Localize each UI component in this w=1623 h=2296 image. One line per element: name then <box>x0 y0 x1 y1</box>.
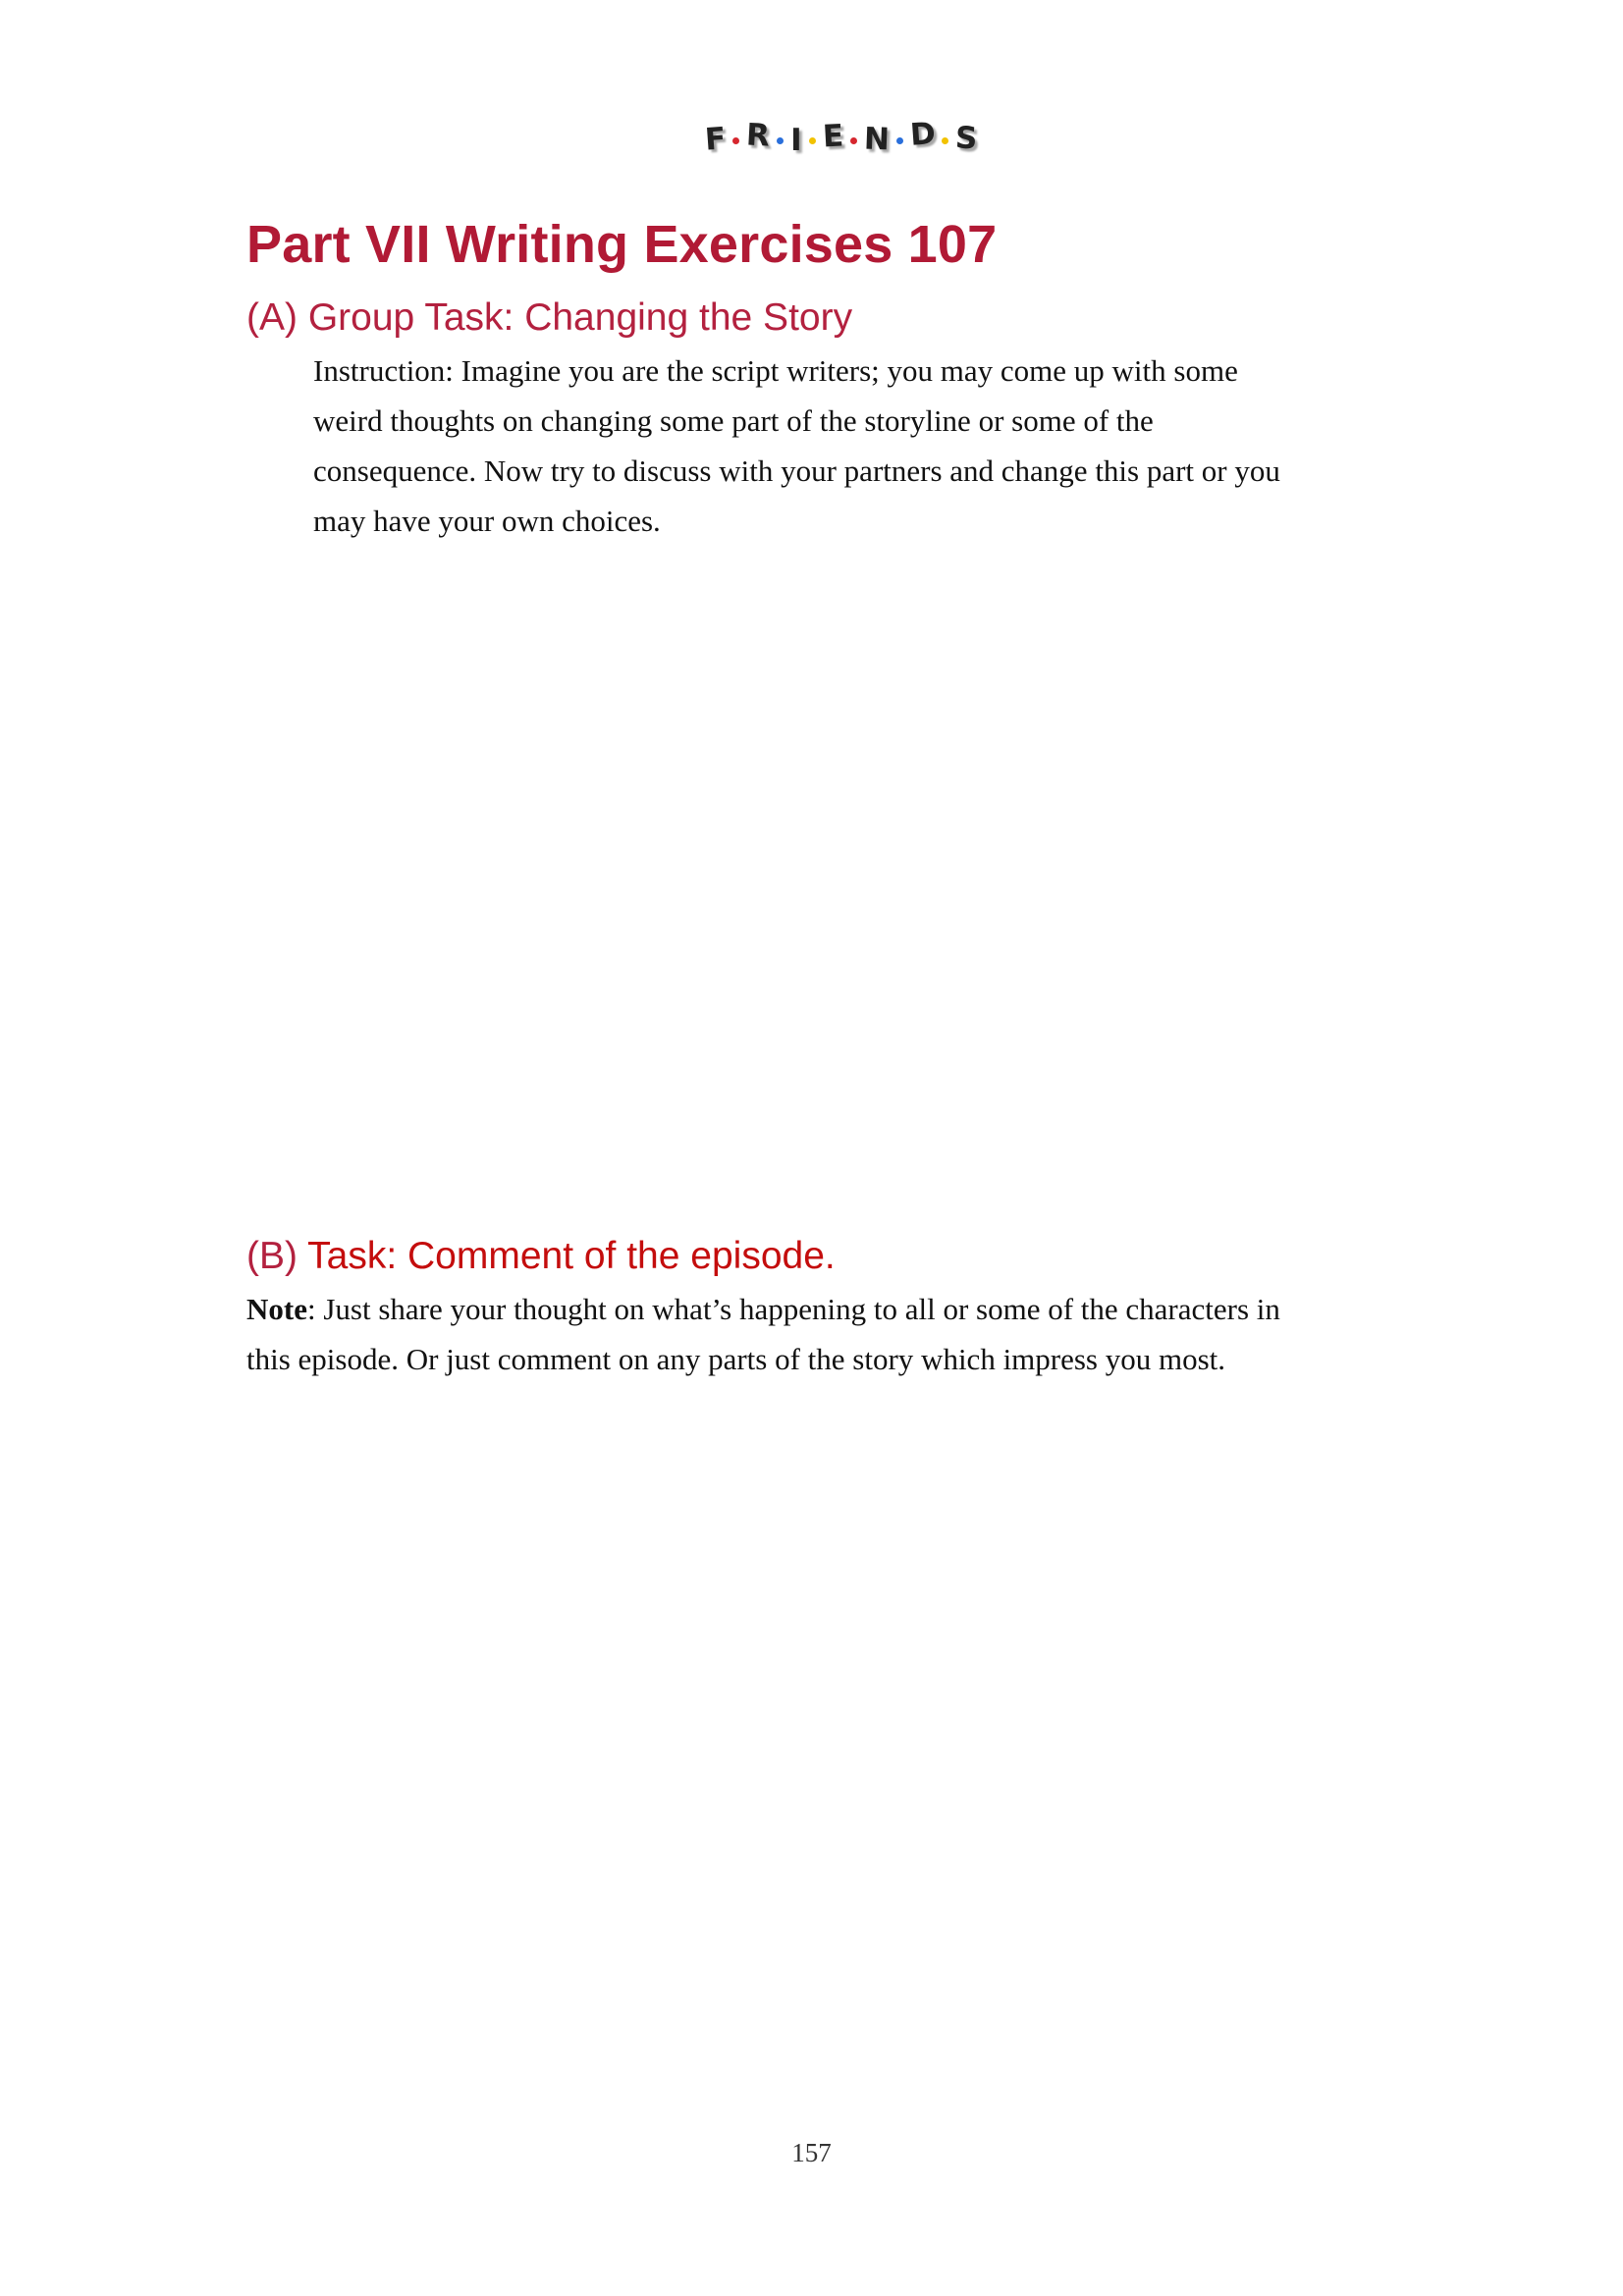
logo-letter: N <box>863 121 891 158</box>
logo-letter: R <box>745 117 771 154</box>
logo-dot <box>809 137 816 144</box>
friends-logo <box>705 110 978 165</box>
section-a-heading: (A) Group Task: Changing the Story <box>246 296 853 339</box>
logo-dot <box>777 137 784 144</box>
section-a-instruction <box>313 346 1393 546</box>
instruction-line: consequence. Now try to discuss with your partners and change this part or you <box>313 454 1280 488</box>
section-b-answer-space[interactable] <box>246 1394 1376 2101</box>
section-b-heading <box>246 1235 836 1278</box>
note-text: : Just share your thought on what’s happening to all or some of the characters in <box>306 1292 1280 1326</box>
logo-dot <box>850 137 857 144</box>
section-b-heading-prefix: (B) <box>246 1235 308 1277</box>
page-title: Part VII Writing Exercises 107 <box>246 215 998 274</box>
logo-dot <box>942 137 948 144</box>
logo-letter: D <box>908 116 937 153</box>
note-label: Note <box>246 1292 307 1326</box>
logo-letter: S <box>954 120 979 157</box>
logo-dot <box>896 137 903 144</box>
logo-letter: F <box>703 121 728 158</box>
logo-dot <box>732 137 739 144</box>
logo-letter: E <box>821 118 844 155</box>
page-number: 157 <box>791 2138 832 2167</box>
note-line: this episode. Or just comment on any parts of the story which impress you most. <box>246 1342 1226 1376</box>
logo-letter: I <box>790 123 802 158</box>
instruction-line: Instruction: Imagine you are the script writers; you may come up with some <box>313 353 1238 388</box>
section-b-note <box>246 1284 1405 1384</box>
note-line <box>246 1284 1405 1334</box>
instruction-line: may have your own choices. <box>313 504 661 538</box>
section-a-answer-space[interactable] <box>246 560 1376 1217</box>
instruction-line: weird thoughts on changing some part of the storyline or some of the <box>313 403 1154 438</box>
section-b-heading-task: Task: Comment of the episode. <box>307 1235 836 1277</box>
